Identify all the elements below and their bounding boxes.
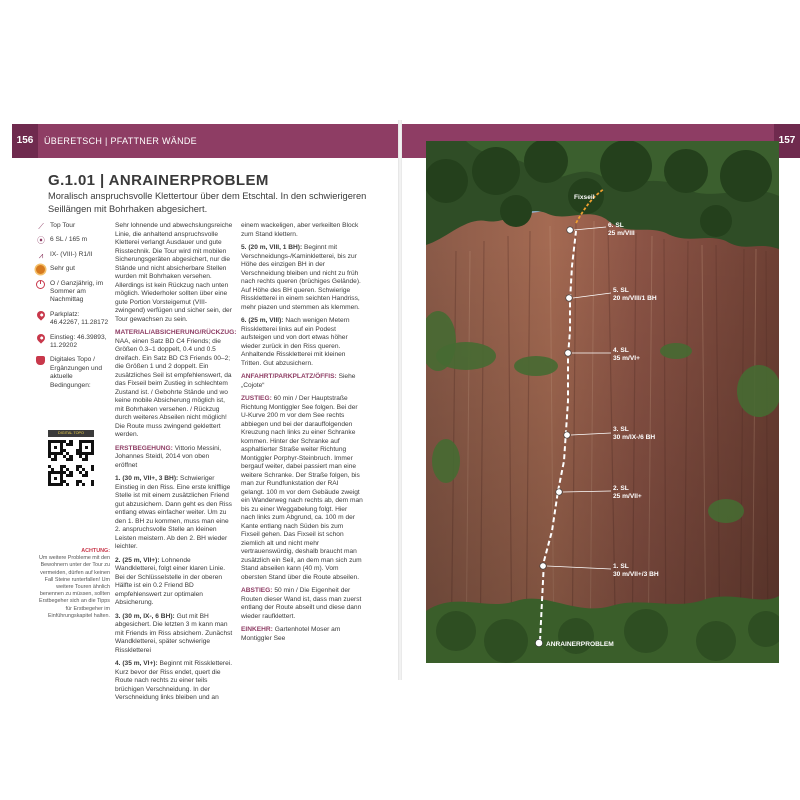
warning-note (36, 548, 110, 620)
route-title: G.1.01 | ANRAINERPROBLEM (48, 172, 269, 189)
fact-difficulty: ⩘ IX- (VIII-) R1/II (36, 251, 110, 259)
pitch6-label: 6. SL (608, 222, 624, 229)
rope-icon: ⦿ (37, 236, 45, 246)
route-icon: ⟋ (38, 222, 44, 231)
paragraph-text: Beginnt mit Risskletterei. Kurz bevor der Riss endet, quert die Route nach rechts zu einer teils brüchigen Verschneidung. In der Verschneidung links bleiben und an (115, 660, 233, 701)
fact-exposure: O / Ganzjährig, im Sommer am Nachmittag (36, 280, 110, 305)
pitch-heading: 4. (35 m, VI+): (115, 660, 158, 667)
fixseil-label: Fixseil (574, 194, 595, 201)
section-heading: ERSTBEGEHUNG: (115, 444, 173, 452)
section-heading: MATERIAL/ABSICHERUNG/RÜCKZUG: (115, 329, 237, 336)
paragraph (241, 222, 363, 239)
paragraph (115, 222, 233, 324)
paragraph-text: Lohnende Wandkletterei, folgt einer klaren Linie. Bei der Schlüsselstelle in der oberen Hälfte ist ein 0.2 Friend BD empfehlenswert zur optimalen Absicherung. (115, 556, 226, 606)
pitch3-grade: 30 m/IX-/6 BH (613, 434, 656, 441)
section-heading: EINKEHR: (241, 626, 273, 633)
paragraph-text: einem wackeligen, aber verkeilten Block zum Stand klettern. (241, 222, 359, 238)
paragraph-text: 60 min / Der Hauptstraße Richtung Montiggler See folgen. Bei der U-Kurve 200 m vor dem See rechts abbiegen und bei der darauffolgenden Kreuzung nach links zu einer Schranke kommen. Hinter der Schranke auf asphaltierter Straße weiter Richtung Montiggler Porphyr-Steinbruch. Immer bergauf weiter, dabei passiert man eine weitere Schranke. Der Straße folgen, bis man zur Rundfunkstation der RAI gelangt. 100 m vor dem Gebäude zweigt ein Wanderweg nach rechts ab, dem man bis zu einer Weggabelung folgt. Hier nach links zum Abgrund, ca. 100 m der Kante entlang nach Süden bis zum Fixseil gehen. Das Fixseil ist schon ziemlich alt und nicht mehr vertrauenswürdig, deshalb braucht man zusätzlich ein Seil, an dem man sich zum Stand abseilen kann (40 m). Vom obersten Stand über die Route abseilen. (241, 395, 363, 581)
paragraph-text: Sehr lohnende und abwechslungsreiche Linie, die anhaltend anspruchsvolle Kletterei verlangt Ausdauer und gute Risstechnik. Die Tour wird mit mobilen Sicherungsgeräten abgesichert, nur die Stände und nicht absicherbare Stellen wurden mit Bohrhaken versehen. Allerdings ist kein Rückzug nach unten möglich. Wiederholer sollten über eine gute Portion Vorsteigemut (VIII-zwingend) verfügen und sicher sein, der Tour gewachsen zu sein. (115, 222, 233, 323)
paragraph-text: Nach wenigen Metern Risskletterei links auf ein Podest aufsteigen und von dort etwas höher wieder zurück in den Riss queren. Anhaltende Risskletterei mit kleinen Tritten. Gut abzusichern. (241, 317, 350, 367)
pitch6-grade: 25 m/VIII (608, 230, 635, 237)
pitch3-label: 3. SL (613, 426, 629, 433)
paragraph-text: Schwieriger Einstieg in den Riss. Eine erste knifflige Stelle ist mit einem zusätzlichen Friend gut abzusichern. Dann geht es den Riss entlang etwas einfacher weiter. Um zu den 1. BH zu kommen, muss man eine 2. anspruchsvolle Stelle an kleinen Leisten meistern. Ab den 2. BH wieder leichter. (115, 475, 232, 550)
warning-text: Um weitere Probleme mit den Bewohnern unter der Tour zu vermeiden, dürfen auf keinen Fall Steine runterfallen! Um weitere Touren ähnlich benennen zu müssen, sollten Erstbegeher sich an die Tipps für Erstbegeher im Einführungskapitel halten. (38, 555, 110, 619)
fact-digital-topo: Digitales Topo / Ergänzungen und aktuelle Bedingungen: (36, 356, 110, 390)
pitch2-label: 2. SL (613, 485, 629, 492)
route-name-label: ANRAINERPROBLEM (546, 641, 614, 648)
qr-label: DIGITAL TOPO (48, 430, 94, 437)
fact-start: Einstieg: 46.39893, 11.29202 (36, 334, 110, 351)
fact-top-tour: ⟋ Top Tour (36, 222, 110, 230)
page-number-right: 157 (774, 124, 800, 158)
running-head: ÜBERETSCH | PFATTNER WÄNDE (44, 136, 197, 146)
paragraph-text: Gut mit BH abgesichert. Die letzten 3 m kann man mit Friends im Riss absichern. Zunächst Wandkletterei, später schwierige Risskletterei (115, 612, 233, 654)
cliff-topo-image (426, 141, 779, 663)
pitch-heading: 3. (30 m, IX-, 6 BH): (115, 612, 175, 620)
page-number-left: 156 (12, 124, 38, 158)
pitch-heading: 2. (25 m, VII+): (115, 556, 160, 564)
paragraph (115, 557, 233, 608)
start-pin-icon (36, 334, 46, 344)
section-heading: ABSTIEG: (241, 587, 273, 594)
hand-icon (36, 356, 46, 366)
paragraph (241, 244, 363, 312)
paragraph-text: NAA, einen Satz BD C4 Friends; die Größen 0.3–1 doppelt, 0.4 und 0.5 dreifach. Ein Satz BD C3 Friends 00–2; die Größen 1 und 2 doppelt. Ein zusätzliches Seil ist empfehlenswert, da das Fixseil beim Zustieg in schlechtem Zustand ist. / Gebohrte Stände und wo keine mobile Absicherung möglich ist, mit Bohrhaken versehen. / Rückzug durch weiteres Abseilen nicht möglich! Die Route muss zwingend geklettert werden. (115, 337, 232, 438)
pitch2-grade: 25 m/VII+ (613, 493, 642, 500)
warning-heading: ACHTUNG: (81, 548, 110, 554)
route-intro: Moralisch anspruchsvolle Klettertour über dem Etschtal. In den schwierigeren Seillängen mit Bohrhaken abgesichert. (48, 191, 367, 214)
pitch4-grade: 35 m/VI+ (613, 355, 640, 362)
sun-icon (36, 265, 46, 275)
paragraph (241, 587, 363, 621)
difficulty-icon: ⩘ (38, 250, 44, 260)
qr-code[interactable] (48, 440, 94, 486)
paragraph-text: Beginnt mit Verschneidungs-/Kaminkletterei, bis zur Höhe des einzigen BH in der Verschneidung bleiben und nicht zu früh nach rechts queren (brüchiges Gelände). Auf Höhe des BH queren. Schwierige Risskletterei in einem seichten Handriss, mehr piazen und stemmen als klemmen. (241, 244, 361, 311)
pitch-heading: 5. (20 m, VIII, 1 BH): (241, 244, 303, 251)
paragraph-text: Vittorio Messini, Johannes Steidl, 2014 von oben eröffnet (115, 444, 222, 469)
pitch4-label: 4. SL (613, 347, 629, 354)
paragraph (115, 445, 233, 471)
paragraph (115, 613, 233, 656)
left-page (12, 0, 398, 800)
right-page (402, 0, 800, 800)
pitch5-grade: 20 m/VIII/1 BH (613, 295, 657, 302)
paragraph (115, 660, 233, 703)
paragraph (241, 626, 363, 643)
pitch1-grade: 30 m/VII+/3 BH (613, 571, 659, 578)
paragraph (241, 395, 363, 582)
pitch-heading: 1. (30 m, VII+, 3 BH): (115, 475, 179, 482)
facts-sidebar (36, 222, 110, 396)
section-heading: ZUSTIEG: (241, 395, 272, 402)
topo-photo (426, 141, 779, 663)
paragraph (115, 475, 233, 552)
fact-length: ⦿ 6 SL / 165 m (37, 236, 88, 246)
paragraph (241, 317, 363, 368)
pitch1-label: 1. SL (613, 563, 629, 570)
section-heading: ANFAHRT/PARKPLATZ/ÖFFIS: (241, 373, 337, 380)
pitch5-label: 5. SL (613, 287, 629, 294)
paragraph (115, 329, 237, 440)
pitch-heading: 6. (25 m, VIII): (241, 317, 284, 324)
fact-parking: Parkplatz: 46.42267, 11.28172 (36, 311, 110, 328)
paragraph-text: Gartenhotel Moser am Montiggler See (241, 626, 341, 642)
fact-rating: Sehr gut (36, 265, 110, 273)
clock-icon (36, 280, 46, 290)
paragraph-text: Siehe „Cojote“ (241, 373, 356, 389)
text-column-2 (241, 222, 363, 648)
paragraph-text: 50 min / Die Eigenheit der Routen dieser Wand ist, dass man zuerst entlang der Route abseilt und diese dann wieder raufklettert. (241, 587, 362, 620)
text-column-1 (115, 222, 237, 708)
parking-pin-icon (36, 311, 46, 321)
paragraph (241, 373, 363, 390)
header-band-left (12, 124, 398, 158)
